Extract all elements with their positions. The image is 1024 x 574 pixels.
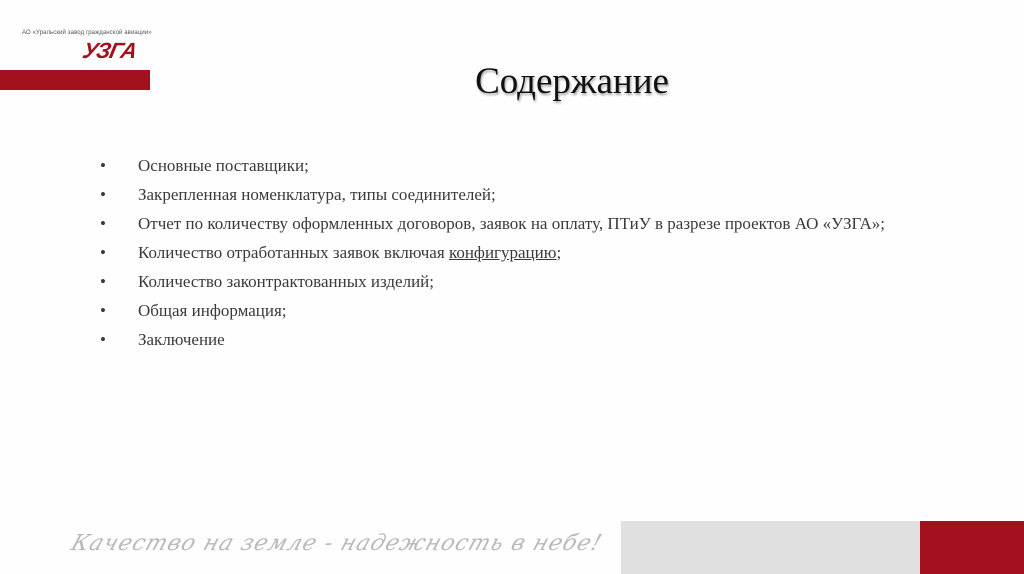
list-item-text: Закрепленная номенклатура, типы соединителей; [138, 185, 496, 204]
bullet-icon: • [100, 330, 106, 349]
footer-motto: Качество на земле - надежность в небе! [67, 531, 606, 556]
bullet-icon: • [100, 156, 106, 175]
bullet-icon: • [100, 301, 106, 320]
slide-title: Содержание [475, 61, 669, 102]
list-item-text: Количество законтрактованных изделий; [138, 272, 434, 291]
list-item-text: Заключение [138, 330, 225, 349]
list-item [100, 299, 960, 323]
list-item-text: Количество отработанных заявок включая [138, 243, 449, 262]
company-logo: УЗГА [80, 38, 139, 63]
underlined-term: конфигурацию [448, 243, 557, 262]
list-item [100, 241, 960, 265]
list-item-suffix: ; [556, 243, 562, 262]
list-item [100, 212, 960, 236]
list-item [100, 154, 960, 178]
list-item [100, 328, 960, 352]
list-item [100, 270, 960, 294]
footer-red-block [920, 521, 1024, 574]
content-list [100, 154, 960, 357]
bullet-icon: • [100, 272, 106, 291]
bullet-icon: • [100, 185, 106, 204]
list-item [100, 183, 960, 207]
footer-grey-block [621, 521, 920, 574]
list-item-text: Отчет по количеству оформленных договоров, заявок на оплату, ПТиУ в разрезе проектов АО «УЗГА»; [138, 214, 885, 233]
list-item-text: Общая информация; [138, 301, 287, 320]
list-item-text: Основные поставщики; [138, 156, 309, 175]
bullet-icon: • [100, 214, 106, 233]
company-name: АО «Уральский завод гражданской авиации» [22, 30, 152, 36]
bullet-icon: • [100, 243, 106, 262]
